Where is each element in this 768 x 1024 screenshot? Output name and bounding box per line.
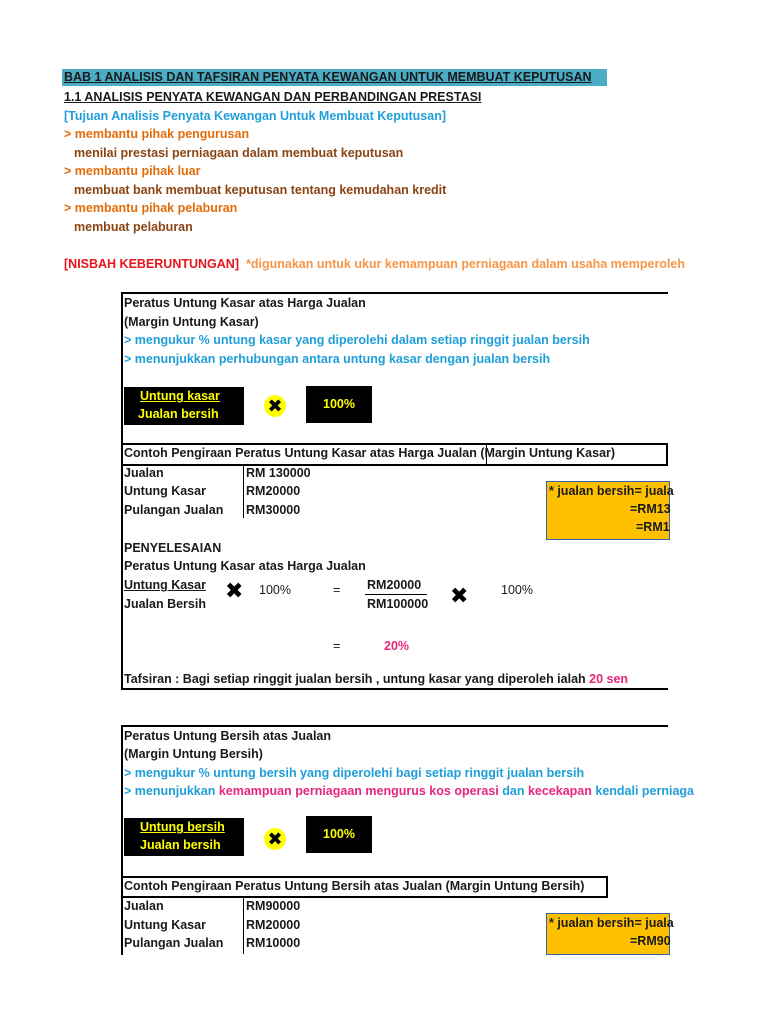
solution-equals-1: = <box>333 583 341 597</box>
chapter-title: BAB 1 ANALISIS DAN TAFSIRAN PENYATA KEWANGAN UNTUK MEMBUAT KEPUTUSAN <box>64 70 592 84</box>
gross-left-border <box>121 292 123 690</box>
gross-title: Peratus Untung Kasar atas Harga Jualan <box>124 296 366 310</box>
solution-percent-1: 100% <box>259 583 291 597</box>
net-bullet-2-e: kendali perniaga <box>591 784 695 798</box>
net-title: Peratus Untung Bersih atas Jualan <box>124 729 332 743</box>
solution-fraction-bottom: RM100000 <box>367 597 429 611</box>
net-example-right-border <box>606 876 608 898</box>
net-bullet-2 <box>124 784 695 798</box>
purpose-point-1: > membantu pihak pengurusan <box>64 127 250 141</box>
solution-fraction-top: RM20000 <box>367 578 422 592</box>
nisbah-note: *digunakan untuk ukur kemampuan perniagaan dalam usaha memperoleh <box>246 257 686 271</box>
net-multiply-icon: ✖ <box>264 828 286 850</box>
gross-formula-denominator: Jualan bersih <box>138 407 219 421</box>
net-bullet-1: > mengukur % untung bersih yang diperolehi bagi setiap ringgit jualan bersih <box>124 766 585 780</box>
purpose-heading: [Tujuan Analisis Penyata Kewangan Untuk Membuat Keputusan] <box>64 109 446 123</box>
purpose-detail-1: menilai prestasi perniagaan dalam membuat keputusan <box>74 146 404 160</box>
net-formula-denominator: Jualan bersih <box>140 838 221 852</box>
net-left-border <box>121 725 123 955</box>
net-note-box <box>546 913 674 955</box>
net-subtitle: (Margin Untung Bersih) <box>124 747 263 761</box>
gross-example-right-border <box>666 443 668 466</box>
gross-multiply-icon: ✖ <box>264 395 286 417</box>
net-row-value: RM20000 <box>246 918 301 932</box>
solution-multiply-icon: ✖ <box>225 578 244 603</box>
nisbah-label: [NISBAH KEBERUNTUNGAN] <box>64 257 239 271</box>
net-top-border <box>121 725 668 727</box>
solution-percent-2: 100% <box>501 583 533 597</box>
solution-multiply-icon-2: ✖ <box>450 583 469 608</box>
gross-row-label: Jualan <box>124 466 164 480</box>
purpose-detail-3: membuat pelaburan <box>74 220 193 234</box>
solution-title: Peratus Untung Kasar atas Harga Jualan <box>124 559 366 573</box>
gross-tafsiran <box>124 672 628 686</box>
gross-rows-divider <box>243 466 244 518</box>
gross-top-border <box>121 292 668 294</box>
solution-numerator: Untung Kasar <box>124 578 206 592</box>
gross-example-title: Contoh Pengiraan Peratus Untung Kasar atas Harga Jualan (Margin Untung Kasar) <box>124 446 616 460</box>
net-row-value: RM10000 <box>246 936 301 950</box>
net-row-label: Pulangan Jualan <box>124 936 224 950</box>
net-row-label: Jualan <box>124 899 164 913</box>
gross-row-value: RM30000 <box>246 503 301 517</box>
net-note-line: =RM90 <box>630 934 671 948</box>
gross-formula-box <box>124 387 244 425</box>
gross-example-bottom-border <box>121 464 668 466</box>
chapter-title-bar <box>62 69 607 86</box>
gross-row-value: RM20000 <box>246 484 301 498</box>
net-rows-divider <box>243 898 244 954</box>
net-example-title: Contoh Pengiraan Peratus Untung Bersih atas Jualan (Margin Untung Bersih) <box>124 879 585 893</box>
net-percent-box: 100% <box>306 816 372 853</box>
gross-note-line: =RM1 <box>636 520 670 534</box>
purpose-point-2: > membantu pihak luar <box>64 164 201 178</box>
net-row-label: Untung Kasar <box>124 918 206 932</box>
solution-heading: PENYELESAIAN <box>124 541 222 555</box>
gross-row-label: Pulangan Jualan <box>124 503 224 517</box>
gross-bullet-2: > menunjukkan perhubungan antara untung kasar dengan jualan bersih <box>124 352 551 366</box>
gross-subtitle: (Margin Untung Kasar) <box>124 315 259 329</box>
gross-bottom-border <box>121 688 668 690</box>
solution-denominator: Jualan Bersih <box>124 597 206 611</box>
net-bullet-2-c: dan <box>498 784 528 798</box>
gross-formula-numerator: Untung kasar <box>140 389 220 403</box>
gross-note-box <box>546 481 674 540</box>
gross-tafsiran-text: Tafsiran : Bagi setiap ringgit jualan bersih , untung kasar yang diperoleh ialah <box>124 672 590 686</box>
solution-result: 20% <box>384 639 410 653</box>
net-row-value: RM90000 <box>246 899 301 913</box>
net-example-top-border <box>121 876 608 878</box>
net-bullet-2-a: > menunjukkan <box>124 784 219 798</box>
section-title: 1.1 ANALISIS PENYATA KEWANGAN DAN PERBANDINGAN PRESTASI <box>64 90 482 104</box>
gross-note-line: * jualan bersih= juala <box>549 484 674 498</box>
solution-fraction-bar <box>365 594 427 595</box>
gross-percent-box: 100% <box>306 386 372 423</box>
gross-bullet-1: > mengukur % untung kasar yang diperolehi dalam setiap ringgit jualan bersih <box>124 333 590 347</box>
net-formula-box <box>124 818 244 856</box>
net-bullet-2-d: kecekapan <box>527 784 592 798</box>
net-bullet-2-b: kemampuan perniagaan mengurus kos operasi <box>218 784 499 798</box>
gross-note-line: =RM13 <box>630 502 671 516</box>
gross-tafsiran-value: 20 sen <box>589 672 629 686</box>
solution-equals-2: = <box>333 639 341 653</box>
net-example-bottom-border <box>121 896 608 898</box>
gross-row-value: RM 130000 <box>246 466 311 480</box>
net-note-line: * jualan bersih= juala <box>549 916 674 930</box>
purpose-point-3: > membantu pihak pelaburan <box>64 201 238 215</box>
gross-example-top-border <box>121 443 668 445</box>
purpose-detail-2: membuat bank membuat keputusan tentang kemudahan kredit <box>74 183 447 197</box>
gross-row-label: Untung Kasar <box>124 484 206 498</box>
net-formula-numerator: Untung bersih <box>140 820 225 834</box>
